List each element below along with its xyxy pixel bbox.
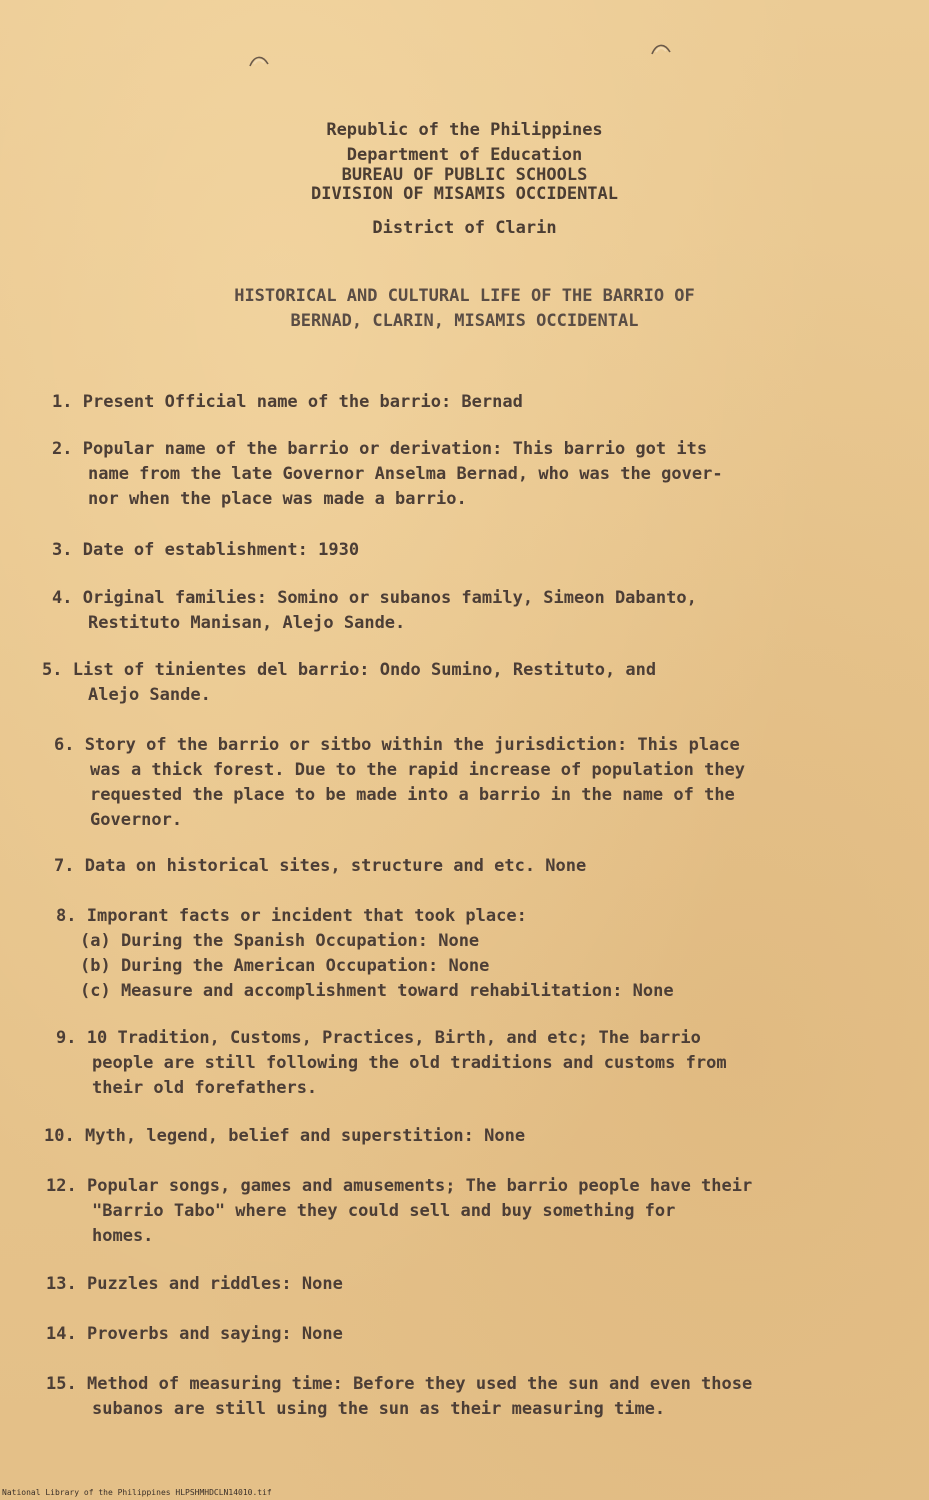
list-item-12: 12. Popular songs, games and amusements; The barrio people have their "Barrio Tabo" where they could sell and buy something for homes. [46, 1176, 753, 1246]
list-item-2: 2. Popular name of the barrio or derivation: This barrio got its name from the late Governor Anselma Bernad, who was the gover- nor when the place was made a barrio. [52, 439, 723, 509]
header-division: DIVISION OF MISAMIS OCCIDENTAL [310, 184, 619, 204]
document-title-line-2: BERNAD, CLARIN, MISAMIS OCCIDENTAL [290, 311, 639, 331]
list-item-15: 15. Method of measuring time: Before they used the sun and even those subanos are still using the sun as their measuring time. [46, 1374, 753, 1419]
header-district: District of Clarin [372, 218, 557, 238]
list-item-8: 8. Imporant facts or incident that took place: (a) During the Spanish Occupation: None (b) During the American Occupation: None (c) Measure and accomplishment toward rehabilitation: None [56, 906, 674, 1001]
header-republic: Republic of the Philippines [326, 120, 603, 140]
document-title-line-1: HISTORICAL AND CULTURAL LIFE OF THE BARRIO OF [234, 286, 695, 306]
scan-footer-caption: National Library of the Philippines HLPSHMHDCLN14010.tif [2, 1488, 272, 1497]
list-item-1: 1. Present Official name of the barrio: Bernad [52, 392, 523, 412]
list-item-3: 3. Date of establishment: 1930 [52, 540, 360, 560]
list-item-10: 10. Myth, legend, belief and superstition: None [44, 1126, 526, 1146]
punch-hole-left-icon [248, 52, 270, 70]
header-bureau: BUREAU OF PUBLIC SCHOOLS [341, 165, 588, 185]
list-item-5: 5. List of tinientes del barrio: Ondo Sumino, Restituto, and Alejo Sande. [42, 660, 657, 705]
list-item-14: 14. Proverbs and saying: None [46, 1324, 343, 1344]
list-item-13: 13. Puzzles and riddles: None [46, 1274, 343, 1294]
punch-hole-right-icon [650, 40, 672, 58]
header-department: Department of Education [346, 145, 583, 165]
list-item-7: 7. Data on historical sites, structure and etc. None [54, 856, 587, 876]
list-item-6: 6. Story of the barrio or sitbo within the jurisdiction: This place was a thick forest. Due to the rapid increase of population they requested the place to be made into a barrio in the name of the Governor. [54, 735, 746, 830]
list-item-9: 9. 10 Tradition, Customs, Practices, Birth, and etc; The barrio people are still following the old traditions and customs from their old forefathers. [56, 1028, 727, 1098]
list-item-4: 4. Original families: Somino or subanos family, Simeon Dabanto, Restituto Manisan, Alejo Sande. [52, 588, 697, 633]
